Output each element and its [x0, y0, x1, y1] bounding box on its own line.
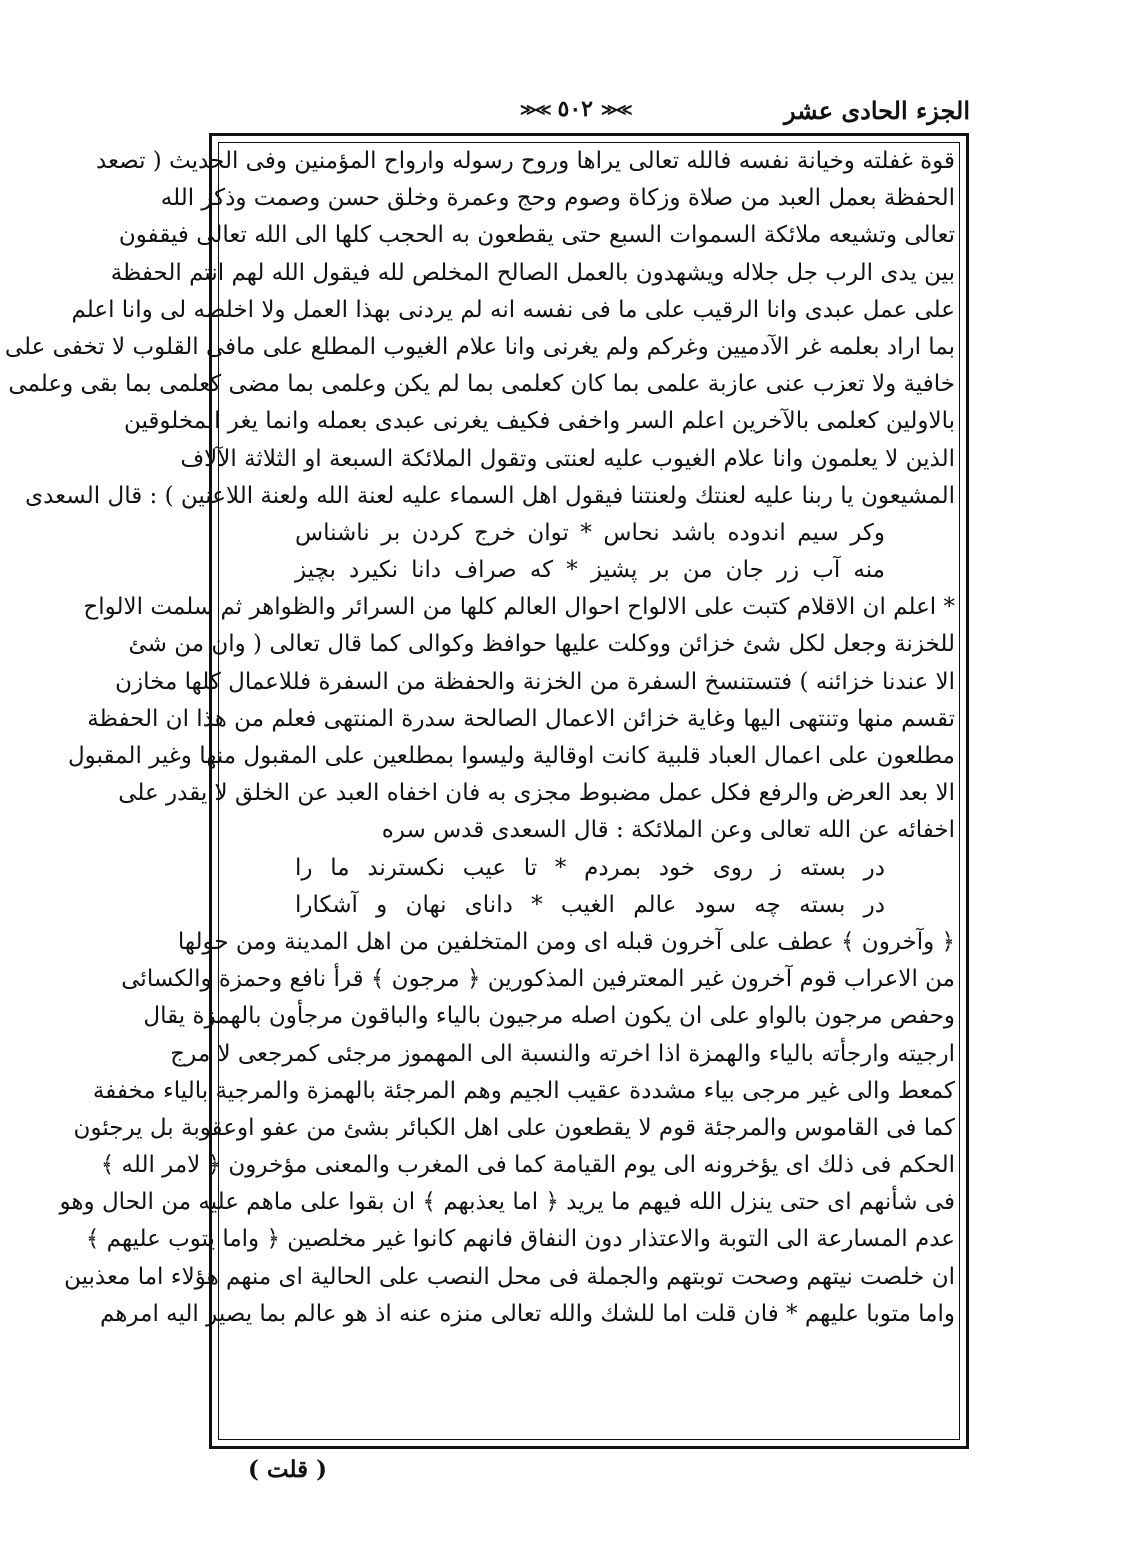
- text-line: المشيعون يا ربنا عليه لعنتك ولعنتنا فيقول اهل السماء عليه لعنة الله ولعنة اللاعنين ) : قال السعدى: [25, 482, 955, 509]
- text-line: واما متوبا عليهم * فان قلت اما للشك والله تعالى منزه عنه اذ هو عالم بما يصير اليه امرهم: [100, 1300, 955, 1327]
- verse-line: در بسته ز روى خود بمردم * تا عيب نكسترند ما را: [295, 854, 885, 881]
- running-title: الجزء الحادى عشر: [784, 96, 970, 125]
- page-number-block: [520, 96, 630, 122]
- text-line: الحكم فى ذلك اى يؤخرونه الى يوم القيامة كما فى المغرب والمعنى مؤخرون ﴿ لامر الله ﴾: [100, 1152, 955, 1179]
- text-line: فى شأنهم اى حتى ينزل الله فيهم ما يريد ﴿ اما يعذبهم ﴾ ان بقوا على ماهم عليه من الحال وهو: [59, 1189, 955, 1216]
- text-line: الحفظة بعمل العبد من صلاة وزكاة وصوم وحج وعمرة وخلق حسن وصمت وذكر الله: [160, 185, 955, 212]
- text-line: مطلعون على اعمال العباد قلبية كانت اوقالية وليسوا بمطلعين على المقبول منها وغير المقبول: [67, 743, 955, 769]
- text-block: [4, 143, 955, 1438]
- text-line: بين يدى الرب جل جلاله ويشهدون بالعمل الصالح المخلص لله فيقول الله لهم انتم الحفظة: [110, 259, 955, 286]
- text-line: من الاعراب قوم آخرون غير المعترفين المذكورين ﴿ مرجون ﴾ قرأ نافع وحمزة والكسائى: [121, 966, 955, 993]
- text-line: ﴿ وآخرون ﴾ عطف على آخرون قبله اى ومن المتخلفين من اهل المدينة ومن حولها: [177, 928, 955, 955]
- page-header: [215, 92, 970, 132]
- ornament-right-icon: ≫≪: [600, 99, 631, 119]
- verse-line: در بسته چه سود عالم الغيب * داناى نهان و آشكارا: [295, 891, 885, 918]
- text-line: تعالى وتشيعه ملائكة السموات السبع حتى يقطعون به الحجب كلها الى الله تعالى فيقفون: [118, 222, 955, 249]
- text-line: وحفص مرجون بالواو على ان يكون اصله مرجيون بالياء والباقون مرجأون بالهمزة يقال: [143, 1003, 955, 1030]
- text-line: الا عندنا خزائنه ) فتستنسخ السفرة من الخزنة والحفظة من السفرة فللاعمال كلها مخازن: [115, 668, 955, 695]
- text-line: اخفائه عن الله تعالى وعن الملائكة : قال السعدى قدس سره: [381, 817, 955, 844]
- text-line: كمعط والى غير مرجى بياء مشددة عقيب الجيم وهم المرجئة بالهمزة والمرجية بالياء مخففة: [92, 1077, 955, 1104]
- text-line: كما فى القاموس والمرجئة قوم لا يقطعون على اهل الكبائر بشئ من عفو اوعقوبة بل يرجئون: [73, 1114, 955, 1141]
- text-line: عدم المسارعة الى التوبة والاعتذار دون النفاق فانهم كانوا غير مخلصين ﴿ واما يتوب عليهم ﴾: [85, 1226, 955, 1253]
- verse-line: وكر سيم اندوده باشد نحاس * توان خرج كردن بر ناشناس: [295, 519, 885, 546]
- text-line: قوة غفلته وخيانة نفسه فالله تعالى يراها وروح رسوله وارواح المؤمنين وفى الحديث ( تصعد: [95, 148, 955, 174]
- text-line: الا بعد العرض والرفع فكل عمل مضبوط مجزى به فان اخفاه العبد عن الخلق لا يقدر على: [118, 780, 955, 807]
- text-line: ان خلصت نيتهم وصحت توبتهم والجملة فى محل النصب على الحالية اى منهم هؤلاء اما معذبين: [64, 1263, 955, 1290]
- text-line: ارجيته وارجأته بالياء والهمزة اذا اخرته والنسبة الى المهموز مرجئى كمرجعى لا مرج: [170, 1040, 955, 1067]
- text-line: الذين لا يعلمون وانا علام الغيوب عليه لعنتى وتقول الملائكة السبعة او الثلاثة الآلاف: [180, 445, 955, 472]
- text-line: للخزنة وجعل لكل شئ خزائن ووكلت عليها حوافظ وكوالى كما قال تعالى ( وان من شئ: [128, 631, 955, 658]
- ornament-left-icon: ≫≪: [520, 99, 550, 119]
- page-number: ٥٠٢: [557, 96, 593, 122]
- verse-line: منه آب زر جان من بر پشيز * كه صراف دانا نكيرد بچيز: [295, 557, 885, 584]
- text-line: بالاولين كعلمى بالآخرين اعلم السر واخفى فكيف يغرنى عبدى بعمله وانما يغر المخلوقين: [123, 408, 955, 435]
- text-line: تقسم منها وتنتهى اليها وغاية خزائن الاعمال الصالحة سدرة المنتهى فعلم من هذا ان الحفظة: [87, 705, 955, 732]
- catchword: ( قلت ): [248, 1456, 327, 1483]
- text-line: * اعلم ان الاقلام كتبت على الالواح احوال العالم كلها من السرائر والظواهر ثم سلمت الالواح: [83, 594, 955, 621]
- text-line: على عمل عبدى وانا الرقيب على ما فى نفسه انه لم يردنى بهذا العمل ولا اخلصه لى وانا اعلم: [71, 296, 955, 323]
- text-line: خافية ولا تعزب عنى عازبة علمى بما كان كعلمى بما لم يكن وعلمى بما مضى كعلمى بما بقى وعلمى: [8, 371, 955, 398]
- text-line: بما اراد بعلمه غر الآدميين وغركم ولم يغرنى وانا علام الغيوب المطلع على مافى القلوب لا تخفى على: [4, 333, 955, 360]
